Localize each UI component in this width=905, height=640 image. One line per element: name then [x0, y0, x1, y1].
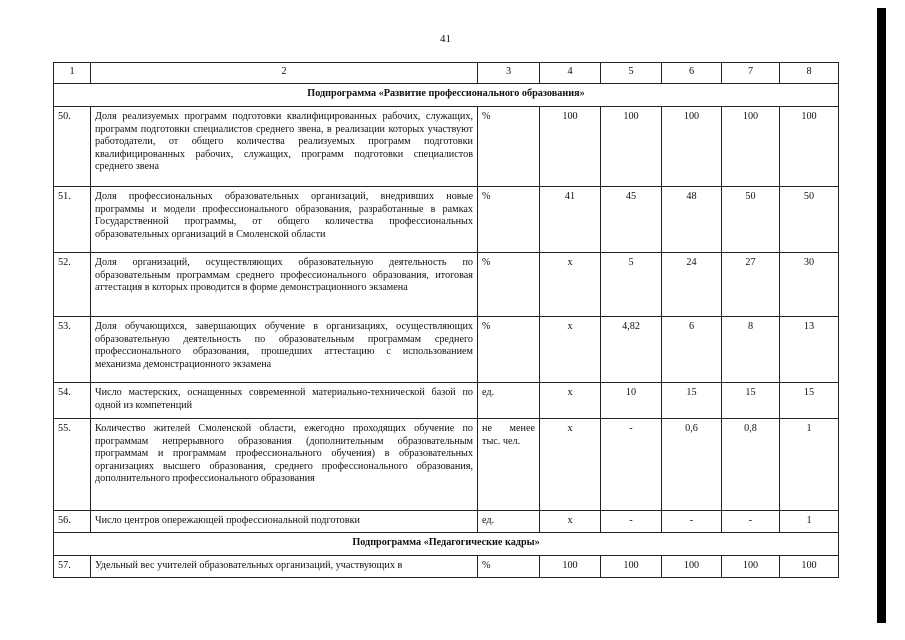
row-description: Доля профессиональных образовательных организаций, внедривших новые программы и модели профессионального образования, разработанные в рамках Государственной программы, от общего количества профессиональных образовательных организаций в Смоленской области: [91, 187, 478, 253]
subprogram-title: Подпрограмма «Развитие профессионального образования»: [54, 84, 839, 107]
table-row: [54, 511, 839, 533]
row-value: 50: [780, 187, 839, 253]
column-header: 7: [722, 63, 780, 84]
row-value: 48: [662, 187, 722, 253]
column-header: 2: [91, 63, 478, 84]
row-value: 100: [540, 556, 601, 578]
column-header: 3: [478, 63, 540, 84]
row-value: 100: [780, 556, 839, 578]
row-value: 6: [662, 317, 722, 383]
row-value: 41: [540, 187, 601, 253]
row-value: х: [540, 383, 601, 419]
row-description: Удельный вес учителей образовательных организаций, участвующих в: [91, 556, 478, 578]
row-value: 5: [601, 253, 662, 317]
table-row: [54, 253, 839, 317]
row-value: 8: [722, 317, 780, 383]
row-value: х: [540, 317, 601, 383]
column-header: 4: [540, 63, 601, 84]
row-value: 30: [780, 253, 839, 317]
row-number: 54.: [54, 383, 91, 419]
indicators-table: [53, 62, 839, 578]
row-value: 13: [780, 317, 839, 383]
row-value: -: [601, 419, 662, 511]
row-value: 100: [601, 556, 662, 578]
row-value: 100: [722, 107, 780, 187]
table-row: [54, 187, 839, 253]
row-value: 15: [722, 383, 780, 419]
row-description: Число центров опережающей профессиональной подготовки: [91, 511, 478, 533]
row-unit: %: [478, 317, 540, 383]
column-header: 6: [662, 63, 722, 84]
row-description: Доля реализуемых программ подготовки квалифицированных рабочих, служащих, программ подготовки специалистов среднего звена, в реализации которых участвуют работодатели, от общего количества реализуемых программ подготовки квалифицированных рабочих, служащих, программ подготовки специалистов среднего звена: [91, 107, 478, 187]
table-row: [54, 556, 839, 578]
page-number: 41: [440, 33, 451, 45]
row-unit: ед.: [478, 511, 540, 533]
row-value: -: [601, 511, 662, 533]
row-value: 0,8: [722, 419, 780, 511]
row-value: 15: [662, 383, 722, 419]
row-description: Количество жителей Смоленской области, ежегодно проходящих обучение по программам непрерывного образования (дополнительным образовательным программам и программам профессионального обучения) в образовательных организациях высшего образования, среднего профессионального образования, дополнительного профессионального образования: [91, 419, 478, 511]
table-row: [54, 317, 839, 383]
row-value: 100: [601, 107, 662, 187]
row-value: 100: [540, 107, 601, 187]
row-value: 27: [722, 253, 780, 317]
row-value: -: [722, 511, 780, 533]
column-header: 1: [54, 63, 91, 84]
row-number: 51.: [54, 187, 91, 253]
row-value: 1: [780, 511, 839, 533]
row-description: Доля обучающихся, завершающих обучение в организациях, осуществляющих образовательную деятельность по образовательным программам среднего профессионального образования, прошедших аттестацию с использованием механизма демонстрационного экзамена: [91, 317, 478, 383]
column-header: 5: [601, 63, 662, 84]
row-value: 100: [662, 556, 722, 578]
row-value: 24: [662, 253, 722, 317]
row-value: 50: [722, 187, 780, 253]
row-value: -: [662, 511, 722, 533]
row-description: Число мастерских, оснащенных современной материально-технической базой по одной из компетенций: [91, 383, 478, 419]
table-row: [54, 383, 839, 419]
row-number: 52.: [54, 253, 91, 317]
row-unit: %: [478, 187, 540, 253]
column-header-row: [54, 63, 839, 84]
row-value: 1: [780, 419, 839, 511]
row-value: 100: [722, 556, 780, 578]
row-unit: %: [478, 556, 540, 578]
row-value: 100: [780, 107, 839, 187]
row-number: 57.: [54, 556, 91, 578]
row-unit: не менее тыс. чел.: [478, 419, 540, 511]
row-value: 0,6: [662, 419, 722, 511]
row-value: х: [540, 419, 601, 511]
table-row: [54, 419, 839, 511]
row-value: х: [540, 253, 601, 317]
row-number: 50.: [54, 107, 91, 187]
row-unit: %: [478, 107, 540, 187]
column-header: 8: [780, 63, 839, 84]
row-number: 53.: [54, 317, 91, 383]
row-unit: %: [478, 253, 540, 317]
subprogram-row: [54, 533, 839, 556]
scan-edge-bar: [877, 8, 886, 623]
row-value: 4,82: [601, 317, 662, 383]
row-value: х: [540, 511, 601, 533]
row-value: 45: [601, 187, 662, 253]
subprogram-row: [54, 84, 839, 107]
subprogram-title: Подпрограмма «Педагогические кадры»: [54, 533, 839, 556]
row-description: Доля организаций, осуществляющих образовательную деятельность по образовательным программам среднего профессионального образования, итоговая аттестация в которых проводится в форме демонстрационного экзамена: [91, 253, 478, 317]
row-number: 56.: [54, 511, 91, 533]
row-number: 55.: [54, 419, 91, 511]
row-value: 100: [662, 107, 722, 187]
table-row: [54, 107, 839, 187]
row-value: 15: [780, 383, 839, 419]
row-unit: ед.: [478, 383, 540, 419]
row-value: 10: [601, 383, 662, 419]
